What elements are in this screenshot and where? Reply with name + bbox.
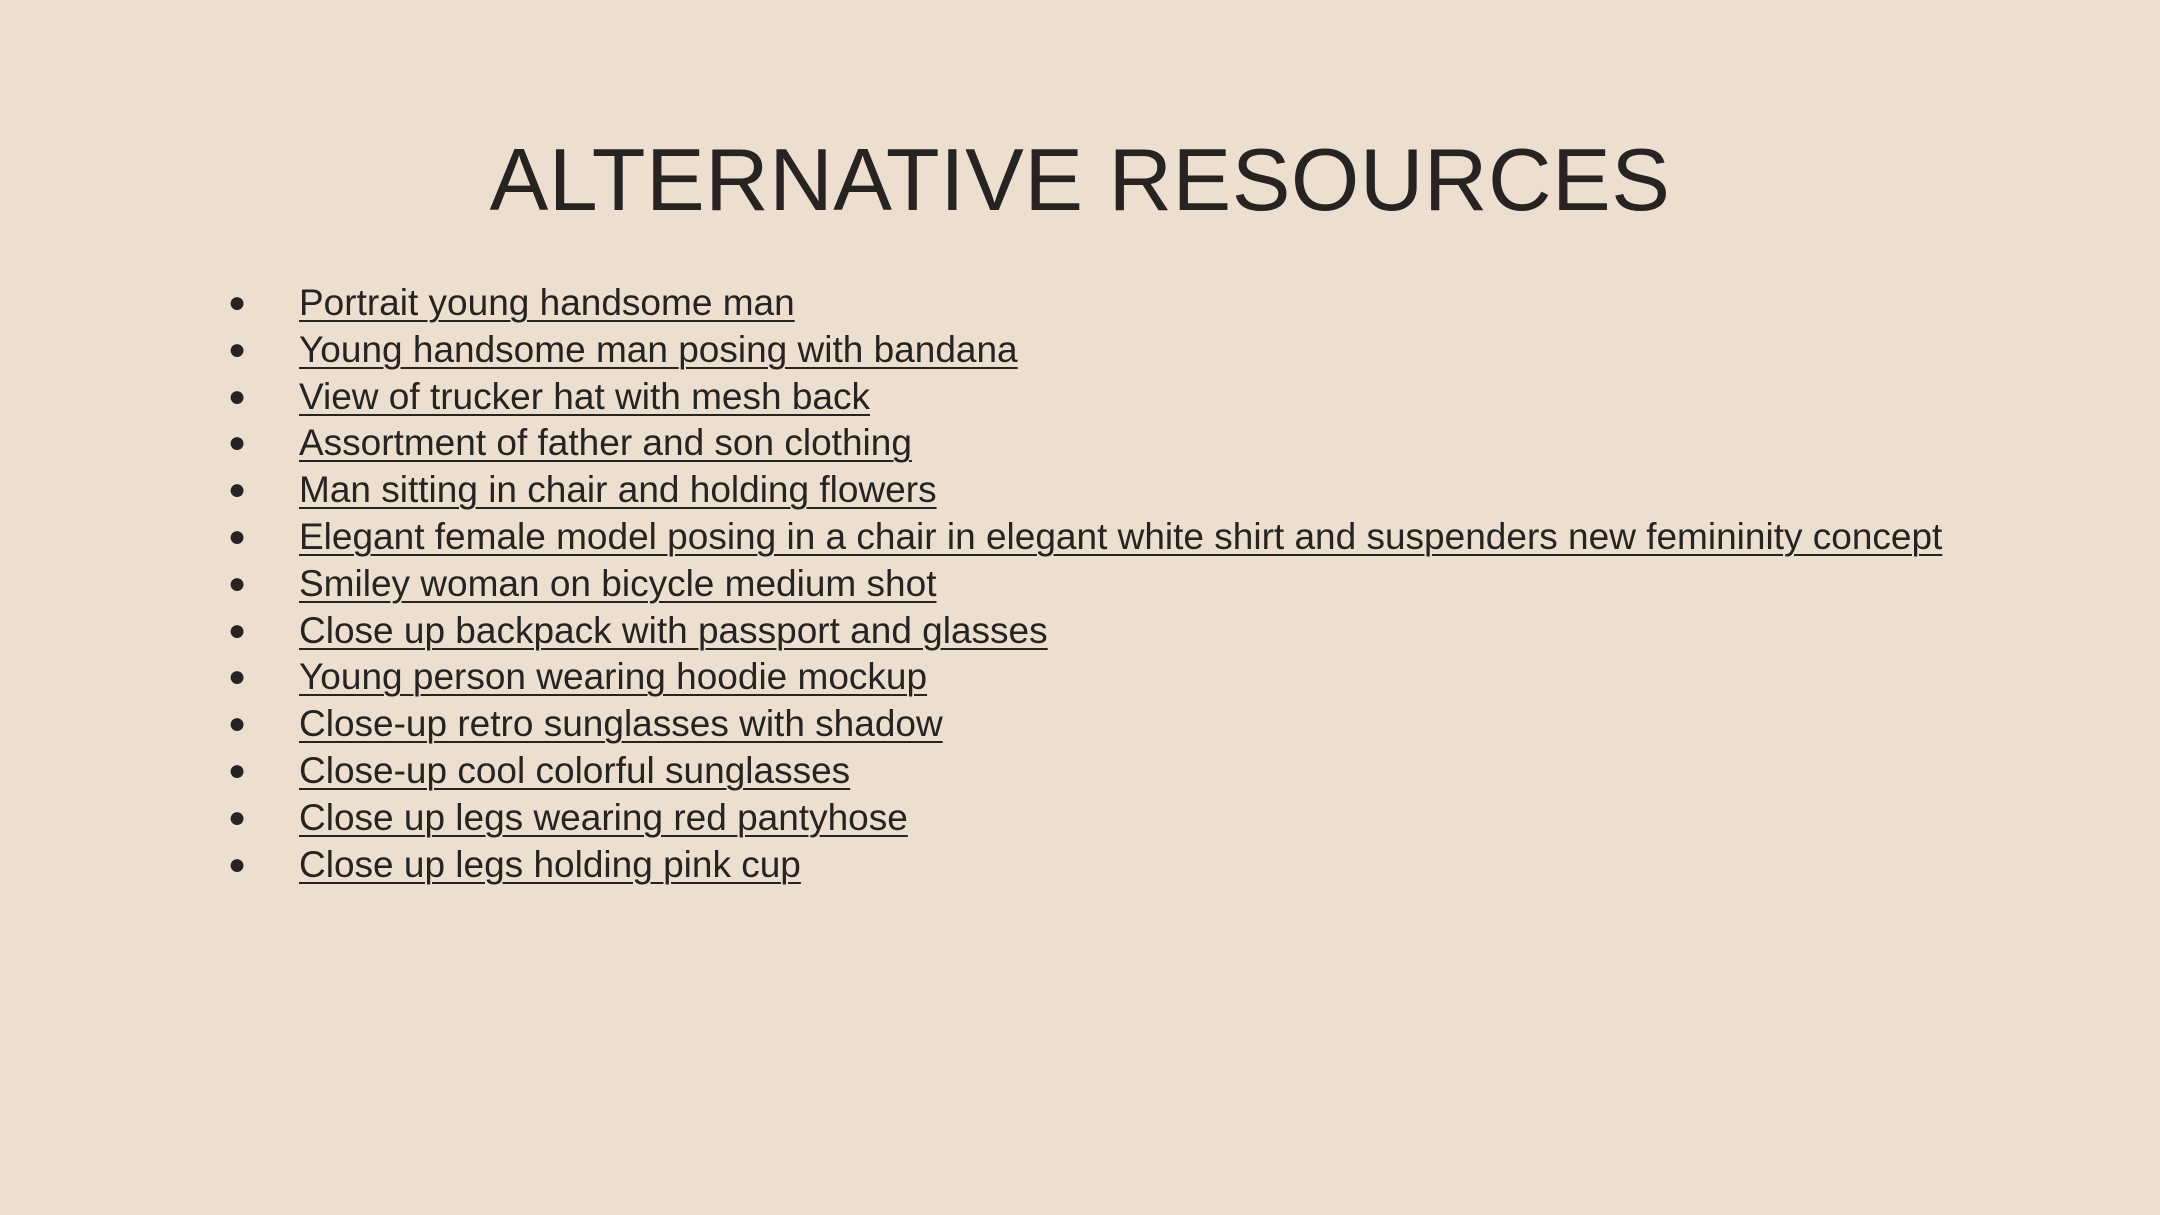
bullet-icon: ● xyxy=(228,566,247,600)
resource-link[interactable]: Assortment of father and son clothing xyxy=(299,422,912,464)
list-item xyxy=(228,374,1968,421)
list-item xyxy=(228,748,1968,795)
list-item xyxy=(228,514,1968,561)
resource-link[interactable]: Portrait young handsome man xyxy=(299,282,795,323)
bullet-icon: ● xyxy=(228,707,247,741)
resource-list xyxy=(228,280,1968,888)
list-item xyxy=(228,467,1968,514)
list-item xyxy=(228,608,1968,655)
resource-link[interactable]: Elegant female model posing in a chair in elegant white shirt and suspenders new femininity concept xyxy=(299,515,1943,557)
bullet-icon: ● xyxy=(228,613,247,647)
list-item xyxy=(228,280,1968,327)
list-item xyxy=(228,795,1968,842)
page-title-text: ALTERNATIVE RESOURCES xyxy=(489,130,1671,229)
resource-link[interactable]: Man sitting in chair and holding flowers xyxy=(299,469,937,511)
resource-link[interactable]: Close-up cool colorful sunglasses xyxy=(299,749,851,791)
resource-link[interactable]: Young person wearing hoodie mockup xyxy=(299,656,928,698)
resource-link[interactable]: View of trucker hat with mesh back xyxy=(299,375,871,417)
bullet-icon: ● xyxy=(228,332,247,366)
list-item xyxy=(228,327,1968,374)
bullet-icon: ● xyxy=(228,379,247,413)
bullet-icon: ● xyxy=(228,519,247,553)
bullet-icon: ● xyxy=(228,847,247,881)
list-item xyxy=(228,561,1968,608)
bullet-icon: ● xyxy=(228,286,247,319)
bullet-icon: ● xyxy=(228,660,247,694)
list-item xyxy=(228,654,1968,701)
resource-link[interactable]: Young handsome man posing with bandana xyxy=(299,328,1018,370)
resource-link[interactable]: Smiley woman on bicycle medium shot xyxy=(299,562,937,604)
bullet-icon: ● xyxy=(228,753,247,787)
list-item xyxy=(228,842,1968,889)
resource-link[interactable]: Close up legs holding pink cup xyxy=(299,843,801,885)
resource-link[interactable]: Close up legs wearing red pantyhose xyxy=(299,796,908,838)
resource-link[interactable]: Close-up retro sunglasses with shadow xyxy=(299,703,943,745)
page-title xyxy=(0,128,2160,232)
list-item xyxy=(228,701,1968,748)
resource-link[interactable]: Close up backpack with passport and glasses xyxy=(299,609,1048,651)
list-item xyxy=(228,420,1968,467)
bullet-icon: ● xyxy=(228,800,247,834)
bullet-icon: ● xyxy=(228,473,247,507)
bullet-icon: ● xyxy=(228,426,247,460)
